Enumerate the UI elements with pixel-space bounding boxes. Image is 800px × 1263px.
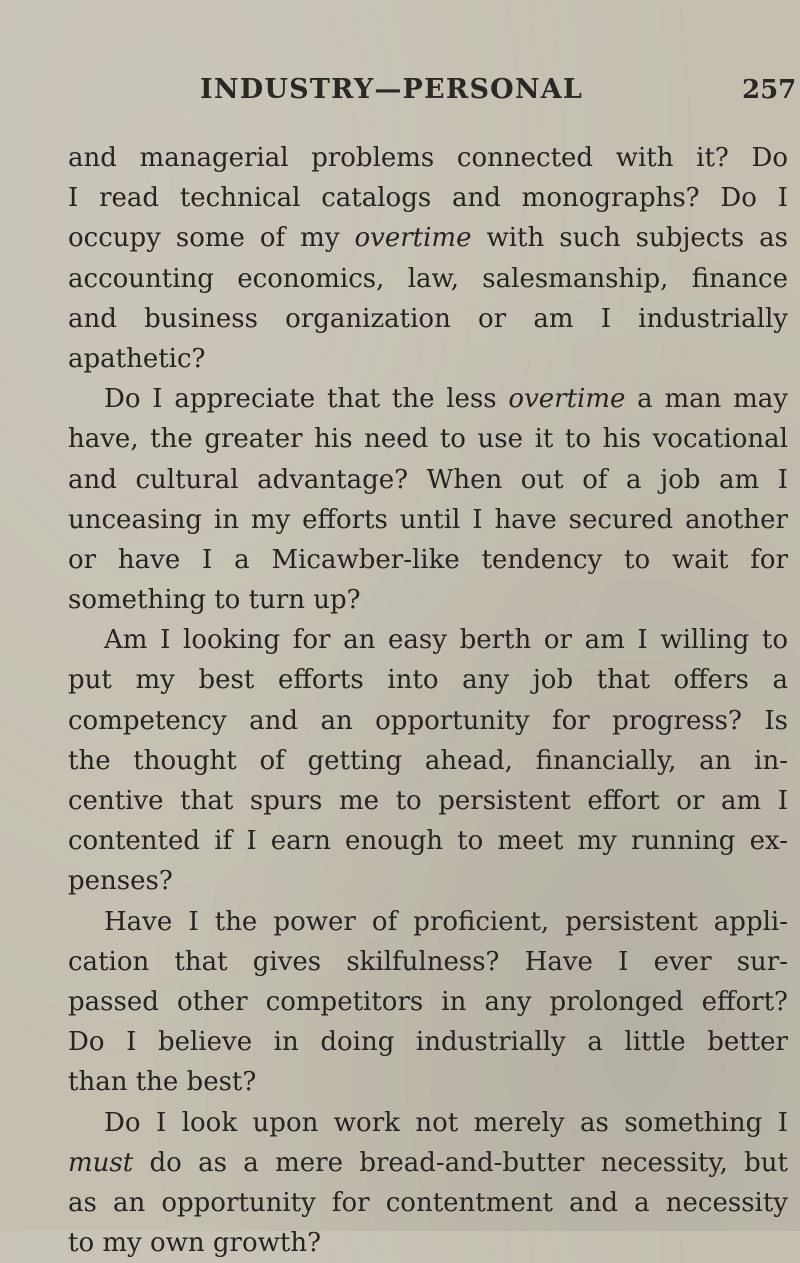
paragraph-start-line bbox=[68, 379, 788, 419]
text-run: do as a mere bread-and-butter necessity, but bbox=[133, 1147, 788, 1178]
page-number: 257 bbox=[742, 75, 797, 105]
text-line bbox=[68, 218, 788, 258]
text-line: and managerial problems connected with it? Do bbox=[68, 143, 788, 173]
paragraph-start-line: Do I look upon work not merely as something I bbox=[104, 1107, 788, 1138]
body-text bbox=[68, 138, 788, 1263]
text-line: accounting economics, law, salesmanship, finance bbox=[68, 263, 788, 294]
text-line: penses? bbox=[68, 866, 173, 897]
text-line: unceasing in my efforts until I have secured another bbox=[68, 504, 788, 535]
text-line bbox=[68, 1143, 788, 1183]
paragraph-start-line: Am I looking for an easy berth or am I willing to bbox=[104, 625, 788, 656]
text-line: than the best? bbox=[68, 1067, 257, 1098]
text-line: centive that spurs me to persistent effort or am I bbox=[68, 786, 788, 816]
text-line: and business organization or am I industrially bbox=[68, 303, 788, 334]
paragraph-start-line: Have I the power of proficient, persistent appli- bbox=[104, 906, 788, 937]
text-line: put my best efforts into any job that offers a bbox=[68, 665, 788, 696]
text-line: competency and an opportunity for progress? Is bbox=[68, 705, 788, 736]
text-run: with such subjects as bbox=[471, 223, 788, 254]
text-line: or have I a Micawber-like tendency to wait for bbox=[68, 544, 788, 575]
italic-text: must bbox=[68, 1147, 134, 1178]
text-run: Do I appreciate that the less bbox=[104, 384, 509, 415]
text-line: apathetic? bbox=[68, 343, 206, 374]
text-line: the thought of getting ahead, financially, an in- bbox=[68, 745, 788, 776]
text-line: have, the greater his need to use it to his vocational bbox=[68, 424, 788, 455]
italic-text: overtime bbox=[508, 384, 626, 415]
text-line: cation that gives skilfulness? Have I ever sur- bbox=[68, 946, 788, 977]
text-line: passed other competitors in any prolonged effort? bbox=[68, 986, 788, 1017]
italic-text: overtime bbox=[354, 223, 472, 254]
text-line: Do I believe in doing industrially a little better bbox=[68, 1027, 788, 1058]
text-line: as an opportunity for contentment and a necessity bbox=[68, 1187, 788, 1218]
text-line: something to turn up? bbox=[68, 585, 361, 616]
text-line: and cultural advantage? When out of a job am I bbox=[68, 464, 788, 495]
text-line: to my own growth? bbox=[68, 1228, 322, 1259]
text-line: contented if I earn enough to meet my running ex- bbox=[68, 826, 788, 857]
running-head: INDUSTRY—PERSONAL bbox=[200, 74, 584, 105]
text-run: occupy some of my bbox=[68, 223, 355, 254]
text-run: a man may bbox=[625, 384, 788, 415]
text-line: I read technical catalogs and monographs? Do I bbox=[68, 183, 788, 214]
